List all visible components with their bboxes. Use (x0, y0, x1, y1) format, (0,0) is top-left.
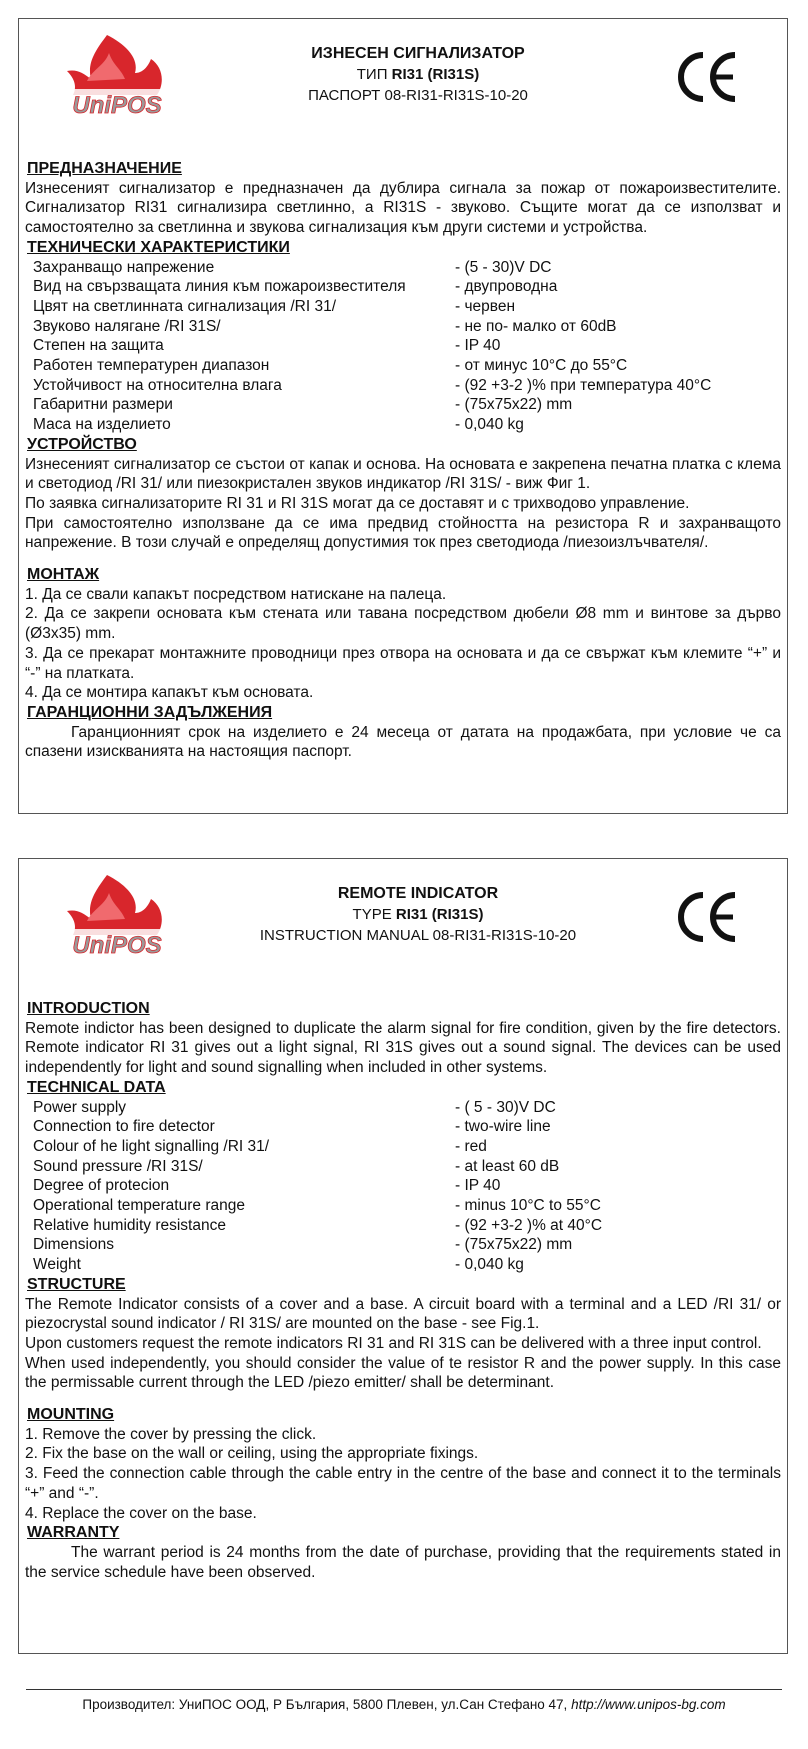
spec-value: - от минус 10°C до 55°C (455, 357, 628, 375)
spec-row (33, 297, 781, 317)
section-device-title: УСТРОЙСТВО (27, 435, 137, 453)
spec-key: Weight (33, 1256, 81, 1274)
purpose-text: Изнесеният сигнализатор е предназначен да дублира сигнала за пожар от пожароизвестителите. Сигнализатор RI31 сигнализира светлинно, а RI31S - звуково. Същите могат да се използват и самостоятелно за светлинна и звукова сигнализация към други системи и устройства. (25, 179, 781, 237)
footer-divider (26, 1689, 782, 1690)
spec-value: - червен (455, 297, 516, 315)
type-prefix: TYPE (352, 906, 396, 923)
section-purpose-title: ПРЕДНАЗНАЧЕНИЕ (27, 160, 182, 177)
mount-step-3: 3. Да се прекарат монтажните проводници през отвора на основата и да се свържат към клемите “+” и “-” на платката. (25, 644, 781, 682)
section-structure-title: STRUCTURE (27, 1275, 126, 1293)
section-intro-title: INTRODUCTION (27, 1000, 150, 1017)
spec-row (33, 1235, 781, 1255)
structure-text-1: The Remote Indicator consists of a cover and a base. A circuit board with a terminal and a LED /RI 31/ or piezocrystal sound indicator / RI 31S/ are mounted on the base - see Fig.1. (25, 1295, 781, 1333)
spec-value: - at least 60 dB (455, 1157, 560, 1175)
unipos-logo (47, 29, 177, 129)
spec-value: - 0,040 kg (455, 416, 524, 434)
spec-value: - two-wire line (455, 1118, 551, 1136)
document-title: REMOTE INDICATOR (337, 885, 499, 902)
spec-value: - (92 +3-2 )% at 40°C (455, 1216, 603, 1234)
warranty-text: Гаранционният срок на изделието е 24 месеца от датата на продажбата, при условие че са спазени изискванията на настоящия паспорт. (25, 723, 781, 761)
manual-number: INSTRUCTION MANUAL 08-RI31-RI31S-10-20 (259, 927, 577, 944)
spec-row (33, 395, 781, 415)
spec-key: Operational temperature range (33, 1197, 245, 1215)
document-header (199, 43, 637, 106)
spec-value: - red (455, 1137, 487, 1155)
spec-value: - (92 +3-2 )% при температура 40°C (455, 376, 712, 394)
spec-value: - IP 40 (455, 337, 501, 355)
spec-row (33, 1137, 781, 1157)
section-warranty-title: WARRANTY (27, 1524, 120, 1542)
section-mounting-title: MOUNTING (27, 1406, 115, 1424)
intro-text: Remote indictor has been designed to duplicate the alarm signal for fire condition, given by the fire detectors. Remote indicator RI 31 gives out a light signal, RI 31S gives out a sound signal. The devices can be used independently for light and sound signalling when included in other systems. (25, 1019, 781, 1077)
document-title: ИЗНЕСЕН СИГНАЛИЗАТОР (311, 45, 525, 62)
spec-row (33, 1176, 781, 1196)
spec-key: Устойчивост на относителна влага (33, 376, 282, 394)
device-text-1: Изнесеният сигнализатор се състои от капак и основа. На основата е закрепена печатна платка с клема и светодиод /RI 31/ или пиезокристален звуков индикатор /RI 31S/ - виж Фиг 1. (25, 455, 781, 493)
spec-key: Захранващо напрежение (33, 258, 215, 276)
section-warranty-title: ГАРАНЦИОННИ ЗАДЪЛЖЕНИЯ (27, 703, 273, 721)
mount-step-1: 1. Remove the cover by pressing the click. (25, 1425, 317, 1443)
spec-row (33, 277, 781, 297)
spec-key: Звуково налягане /RI 31S/ (33, 317, 221, 335)
mount-step-3: 3. Feed the connection cable through the cable entry in the centre of the base and connect it to the terminals “+” and “-”. (25, 1465, 781, 1502)
spec-key: Маса на изделието (33, 416, 171, 434)
spec-key: Габаритни размери (33, 396, 173, 414)
manufacturer-address: Производител: УниПОС ООД, Р България, 5800 Плевен, ул.Сан Стефано 47, (82, 1697, 572, 1712)
spec-row (33, 317, 781, 337)
document-type (199, 64, 637, 85)
spec-list (25, 1098, 781, 1275)
device-text-3: При самостоятелно използване да се има предвид стойността на резистора R и захранващото напрежение. В този случай е определящ допустимия ток през светодиода /пиезоизлъчвателя/. (25, 514, 781, 552)
spec-value: - (75x75x22) mm (455, 1236, 573, 1254)
spec-key: Degree of protecion (33, 1177, 170, 1195)
spec-value: - 0,040 kg (455, 1256, 524, 1274)
spec-key: Colour of he light signalling /RI 31/ (33, 1137, 270, 1155)
spec-row (33, 1255, 781, 1275)
mount-step-4: 4. Replace the cover on the base. (25, 1504, 257, 1522)
english-manual-panel (18, 858, 788, 1654)
spec-key: Вид на свързващата линия към пожароизвестителя (33, 278, 406, 296)
spec-key: Работен температурен диапазон (33, 357, 270, 375)
spec-value: - двупроводна (455, 278, 558, 296)
device-text-2: По заявка сигнализаторите RI 31 и RI 31S могат да се доставят и с трихводово управление. (25, 494, 690, 512)
mount-step-4: 4. Да се монтира капакът към основата. (25, 684, 314, 702)
spec-row (33, 1157, 781, 1177)
spec-key: Relative humidity resistance (33, 1216, 226, 1234)
spec-value: - IP 40 (455, 1177, 501, 1195)
manufacturer-website-link[interactable]: http://www.unipos-bg.com (571, 1697, 726, 1712)
ce-mark-icon (673, 887, 743, 947)
spec-list (25, 258, 781, 435)
spec-row (33, 1196, 781, 1216)
mount-step-2: 2. Fix the base on the wall or ceiling, using the appropriate fixings. (25, 1445, 479, 1463)
bg-content (25, 159, 781, 762)
bulgarian-passport-panel (18, 18, 788, 814)
type-model: RI31 (RI31S) (395, 906, 484, 923)
spec-row (33, 336, 781, 356)
spec-value: - (5 - 30)V DC (455, 258, 552, 276)
spec-key: Степен на защита (33, 337, 164, 355)
mount-step-1: 1. Да се свали капакът посредством натискане на палеца. (25, 585, 447, 603)
document-header (199, 883, 637, 946)
structure-text-3: When used independently, you should consider the value of te resistor R and the power supply. In this case the permissable current through the LED /piezo emitter/ shall be determinant. (25, 1354, 781, 1392)
type-prefix: ТИП (356, 66, 392, 83)
spec-key: Dimensions (33, 1236, 114, 1254)
en-content (25, 999, 781, 1582)
ce-mark-icon (673, 47, 743, 107)
section-mount-title: МОНТАЖ (27, 566, 100, 584)
manufacturer-footer (0, 1697, 808, 1712)
warranty-text: The warrant period is 24 months from the date of purchase, providing that the requirements stated in the service schedule have been observed. (25, 1543, 781, 1581)
spec-row (33, 1216, 781, 1236)
spec-value: - (75x75x22) mm (455, 396, 573, 414)
section-tech-title: ТЕХНИЧЕСКИ ХАРАКТЕРИСТИКИ (27, 238, 290, 256)
spec-value: - minus 10°C to 55°C (455, 1197, 601, 1215)
type-model: RI31 (RI31S) (391, 66, 480, 83)
spec-row (33, 1098, 781, 1118)
spec-key: Цвят на светлинната сигнализация /RI 31/ (33, 297, 337, 315)
unipos-logo (47, 869, 177, 969)
spec-row (33, 1117, 781, 1137)
logo-text: UniPOS (72, 932, 162, 959)
logo-text: UniPOS (72, 92, 162, 119)
section-tech-title: TECHNICAL DATA (27, 1078, 166, 1096)
spec-row (33, 258, 781, 278)
structure-text-2: Upon customers request the remote indicators RI 31 and RI 31S can be delivered with a three input control. (25, 1334, 762, 1352)
spec-row (33, 415, 781, 435)
mount-step-2: 2. Да се закрепи основата към стената или тавана посредством дюбели Ø8 mm и винтове за дърво (Ø3x35) mm. (25, 605, 781, 643)
spec-key: Power supply (33, 1098, 127, 1116)
passport-number: ПАСПОРТ 08-RI31-RI31S-10-20 (308, 87, 528, 104)
spec-row (33, 356, 781, 376)
spec-value: - не по- малко от 60dB (455, 317, 617, 335)
document-type (199, 904, 637, 925)
spec-value: - ( 5 - 30)V DC (455, 1098, 556, 1116)
spec-key: Sound pressure /RI 31S/ (33, 1157, 203, 1175)
spec-key: Connection to fire detector (33, 1118, 215, 1136)
spec-row (33, 376, 781, 396)
